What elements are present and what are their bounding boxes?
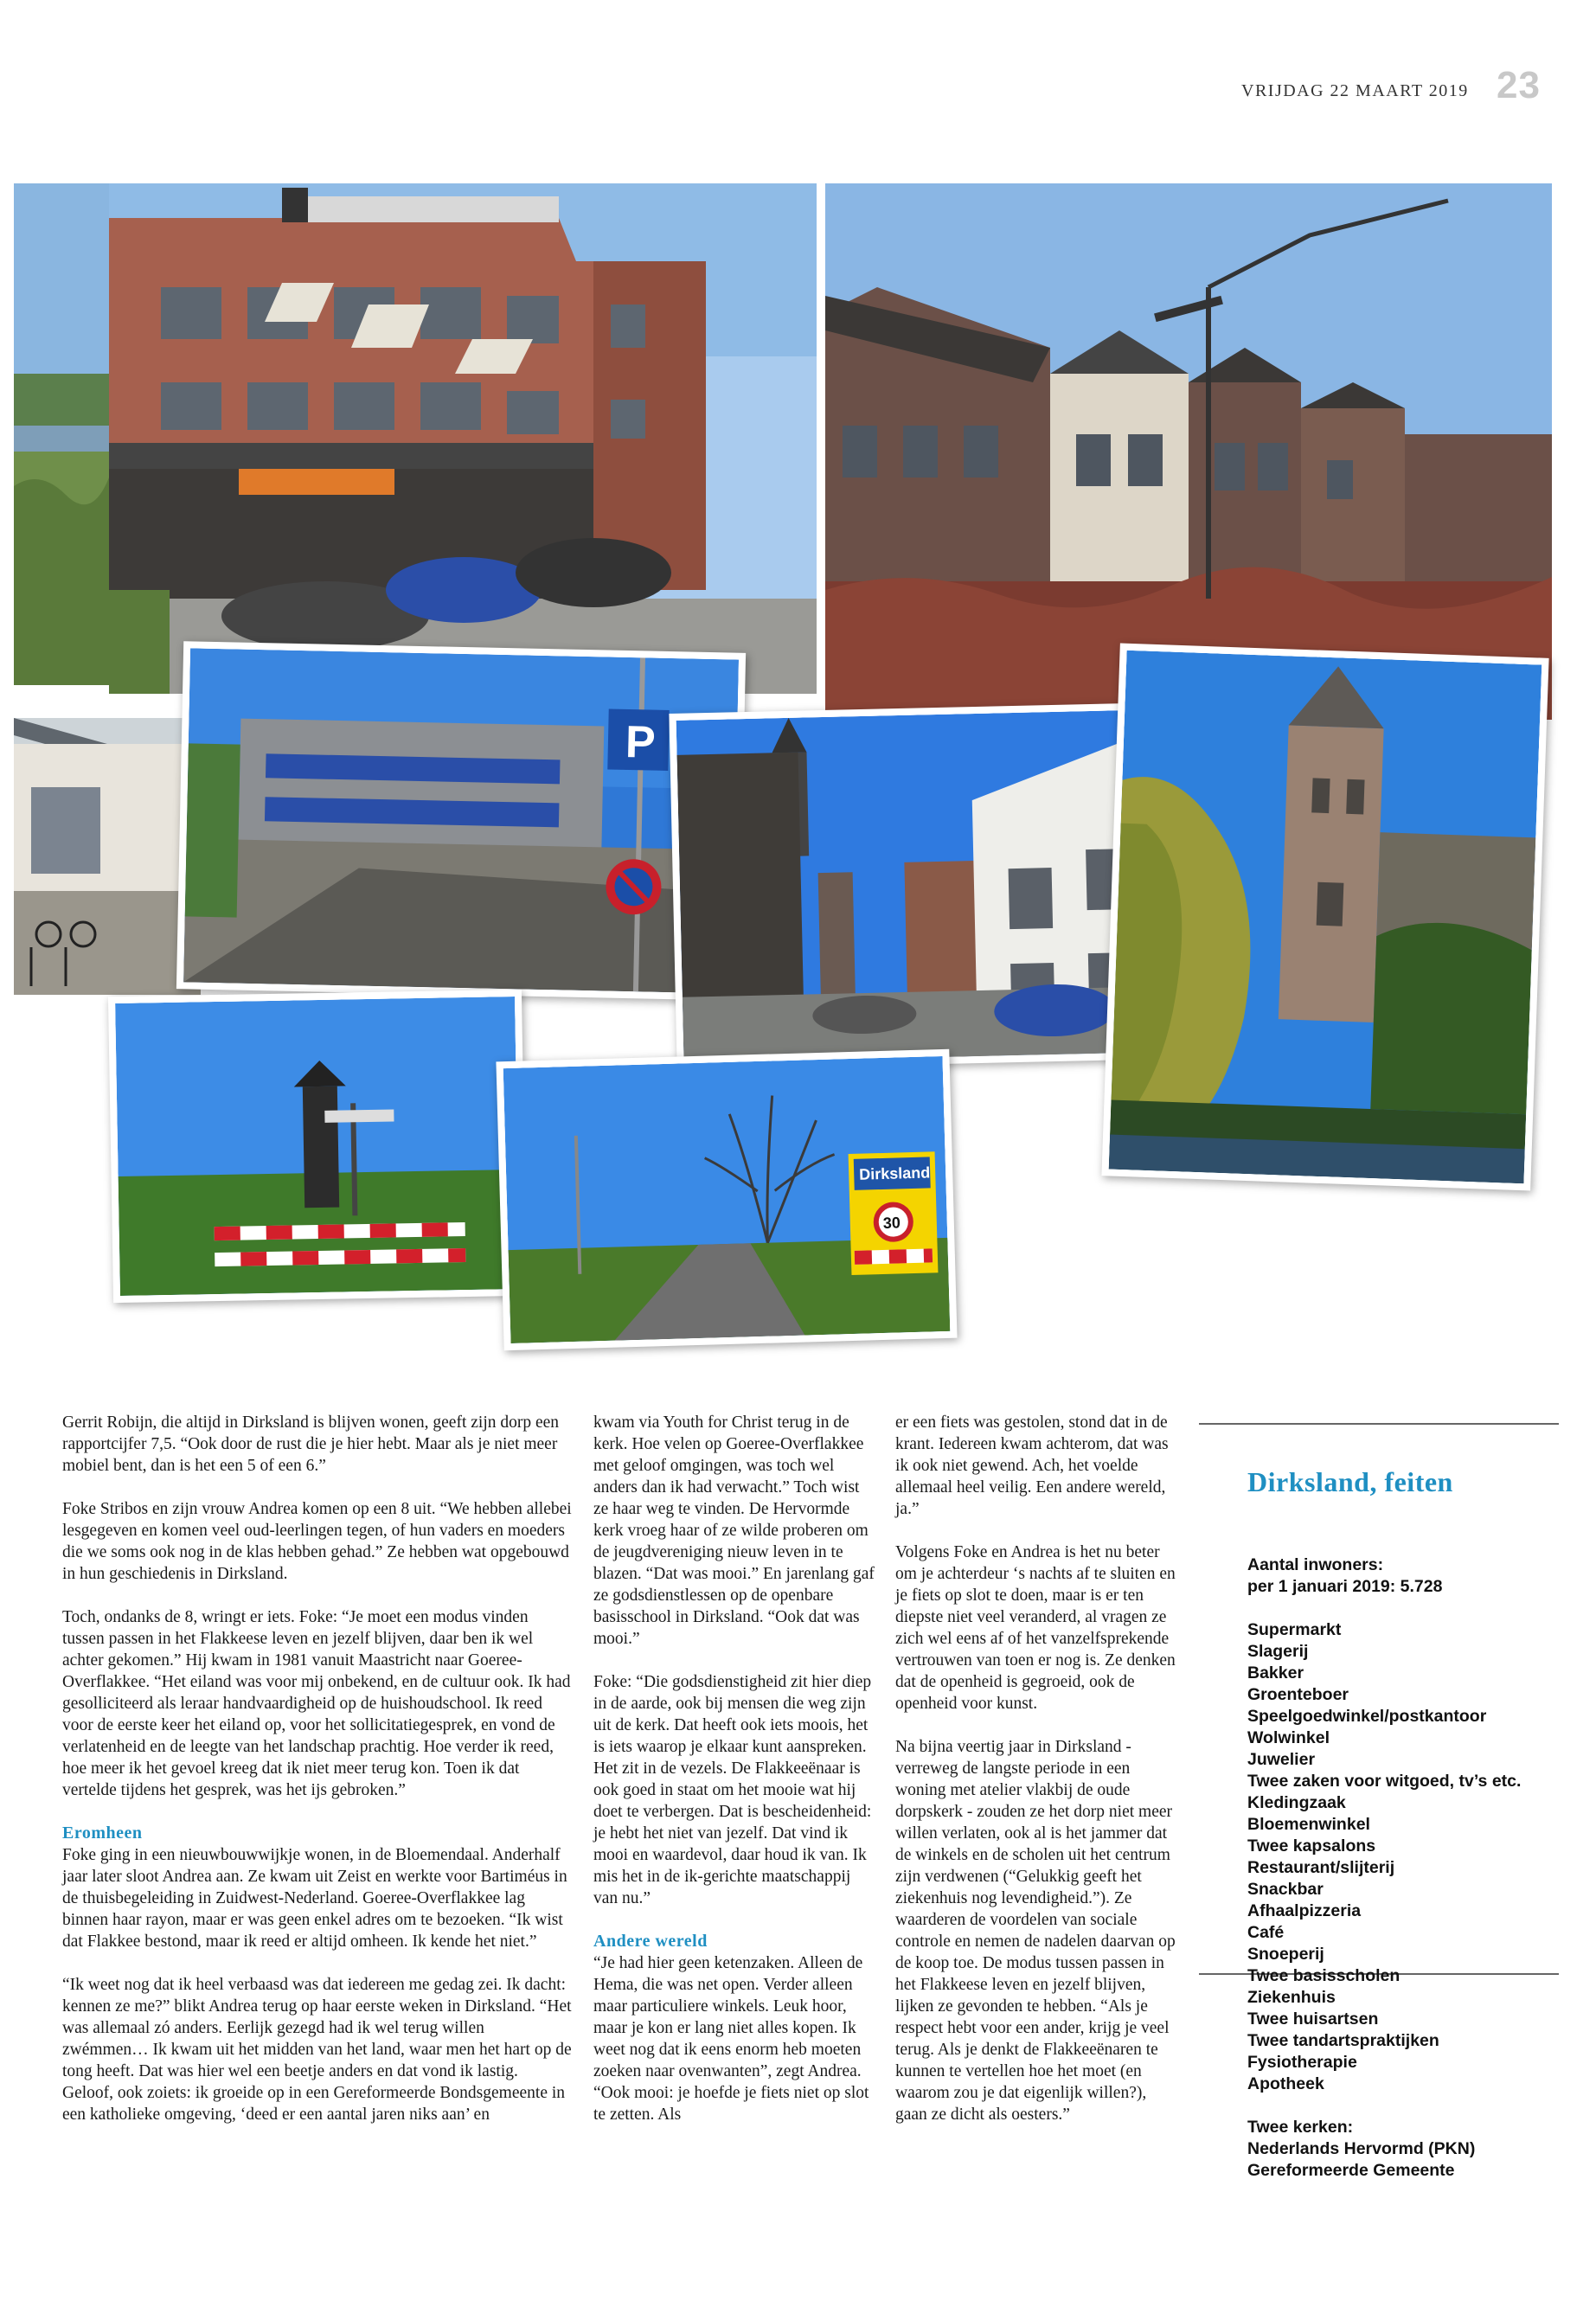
inhabitants-label: Aantal inwoners: — [1247, 1555, 1384, 1574]
facts-box — [1199, 1423, 1559, 2180]
facts-body — [1247, 1554, 1550, 2182]
facility-item: Speelgoedwinkel/postkantoor — [1247, 1707, 1487, 1726]
paragraph: “Je had hier geen ketenzaken. Alleen de Hema, die was net open. Verder alleen maar particuliere winkels. Leuk hoor, maar je kon er lang niet alles kopen. Ik weet nog dat ik eens enorm heb moeten zoeken naar ovenwanten”, zegt Andrea. “Ook mooi: je hoefde je fiets niet op slot te zetten. Als — [593, 1954, 869, 2124]
facility-item: Twee basisscholen — [1247, 1966, 1401, 1985]
facility-item: Supermarkt — [1247, 1620, 1342, 1639]
subhead-andere-wereld: Andere wereld — [593, 1932, 708, 1951]
paragraph: Foke: “Die godsdienstigheid zit hier diep in de aarde, ook bij mensen die weg zijn uit de kerk. Dat heeft ook iets moois, het is iets waarop je elkaar kunt aanspreken. Het zit in de vezels. De Flakkeeënaar is ook goed in staat om het mooie wat hij doet te verbergen. Dat is bescheidenheid: je hebt het niet van jezelf. Dat vind ik mooi en waardevol, daar houd ik van. Ik mis het in de ik-gerichte maatschappij van nu.” — [593, 1673, 872, 1907]
facility-item: Twee zaken voor witgoed, tv’s etc. — [1247, 1772, 1522, 1791]
paragraph: er een fiets was gestolen, stond dat in de krant. Iedereen kwam achterom, dat was ik ook niet gewend. Ach, het voelde allemaal heel veilig. Een andere wereld, ja.” — [895, 1413, 1169, 1518]
page-number: 23 — [1497, 64, 1541, 106]
facility-item: Wolwinkel — [1247, 1728, 1330, 1747]
church-item: Gereformeerde Gemeente — [1247, 2161, 1455, 2180]
facility-item: Fysiotherapie — [1247, 2053, 1357, 2072]
paragraph: kwam via Youth for Christ terug in de kerk. Hoe velen op Goeree-Overflakkee met geloof omgingen, was toch wel anders dan ik had verwacht.” Toch wist ze haar weg te vinden. De Hervormde kerk vroeg haar of ze wilde proberen om de jeugdvereniging nieuw leven in te blazen. “Dat was mooi.” En jarenlang gaf ze godsdienstlessen op de openbare basisschool in Dirksland. “Ook dat was mooi.” — [593, 1413, 875, 1648]
town-sign-name: Dirksland — [858, 1163, 931, 1183]
facility-item: Twee huisartsen — [1247, 2009, 1379, 2029]
photo-town-sign — [503, 1056, 951, 1343]
facility-item: Restaurant/slijterij — [1247, 1858, 1395, 1877]
photo-parking-sign-frame — [176, 641, 746, 1001]
photo-parking-sign — [183, 648, 739, 993]
facility-item: Groenteboer — [1247, 1685, 1349, 1704]
photo-church-willow — [1109, 651, 1542, 1183]
header-date: VRIJDAG 22 MAART 2019 — [1241, 81, 1469, 100]
speed-limit-value: 30 — [882, 1214, 901, 1232]
photo-church-willow-frame — [1101, 644, 1548, 1191]
facility-item: Bloemenwinkel — [1247, 1815, 1370, 1834]
facility-item: Twee tandartspraktijken — [1247, 2031, 1439, 2050]
paragraph: Foke Stribos en zijn vrouw Andrea komen op een 8 uit. “We hebben allebei lesgegeven en komen veel oud-leerlingen tegen, of hun vaders en moeders die we soms ook nog in de klas hebben gehad.” Ze hebben wat opgebouwd in hun geschiedenis in Dirksland. — [62, 1500, 572, 1583]
svg-text:P: P — [625, 716, 657, 768]
article-column-1 — [62, 1412, 573, 2125]
photo-town-sign-frame — [496, 1049, 957, 1351]
subhead-eromheen: Eromheen — [62, 1823, 143, 1843]
facility-item: Café — [1247, 1923, 1285, 1942]
photo-care-building — [14, 718, 201, 995]
paragraph: Toch, ondanks de 8, wringt er iets. Foke: “Je moet een modus vinden tussen passen in het Flakkeese leven en jezelf blijven, daar ben ik wel achter gekomen.” Hij kwam in 1981 vanuit Maastricht naar Goeree-Overflakkee. “Het eiland was voor mij onbekend, en de cultuur ook. Ik had gesolliciteerd als leraar handvaardigheid op de huishoudschool. Ik reed voor de eerste keer het eiland op, voor het sollicitatiegesprek, en vond de verlatenheid en de leegte van het landschap prachtig. Hoe verder ik reed, hoe meer ik het gevoel kreeg dat ik niet meer terug kon. Toen ik dat vertelde tijdens het gesprek, was het ijs gebroken.” — [62, 1608, 571, 1799]
photo-apartment-building — [109, 183, 817, 694]
facility-item: Kledingzaak — [1247, 1793, 1346, 1812]
paragraph: “Ik weet nog dat ik heel verbaasd was dat iedereen me gedag zei. Ik dacht: kennen ze me?” blikt Andrea terug op haar eerste weken in Dirksland. “Het was allemaal zó anders. Eerlijk gezegd had ik wel terug willen zwémmen… Ik kwam uit het midden van het land, waar men het hart op de tong heeft. Dat was hier wel een beetje anders en dat vond ik lastig. Geloof, ook zoiets: ik groeide op in een Gereformeerde Bondsgemeente in een katholieke omgeving, ‘deed er een aantal jaren niks aan’ en — [62, 1976, 572, 2124]
churches-label: Twee kerken: — [1247, 2118, 1354, 2137]
facility-item: Afhaalpizzeria — [1247, 1901, 1362, 1920]
facility-item: Ziekenhuis — [1247, 1988, 1336, 2007]
facts-title: Dirksland, feiten — [1247, 1466, 1453, 1497]
facility-item: Bakker — [1247, 1663, 1304, 1682]
paragraph: Gerrit Robijn, die altijd in Dirksland is blijven wonen, geeft zijn dorp een rapportcijfer 7,5. “Ook door de rust die je hier hebt. Maar als je niet meer mobiel bent, dan is het een 5 of een 6.” — [62, 1413, 560, 1475]
inhabitants-value: per 1 januari 2019: 5.728 — [1247, 1577, 1443, 1596]
facilities-list — [1247, 1619, 1550, 2095]
photo-tower-dike-frame — [108, 990, 527, 1303]
paragraph: Volgens Foke en Andrea is het nu beter om je achterdeur ‘s nachts af te sluiten en je fiets op slot te doen, maar is er ten diepste niet veel veranderd, al vragen ze zich wel eens af of het vanzelfsprekende vertrouwen van toen er nog is. Ze denken dat de openheid is gegroeid, ook de openheid voor kunst. — [895, 1543, 1176, 1713]
facility-item: Snoeperij — [1247, 1945, 1324, 1964]
article-column-2 — [593, 1412, 875, 2125]
facility-item: Slagerij — [1247, 1642, 1309, 1661]
photo-row-houses — [825, 183, 1552, 720]
photo-tower-dike — [115, 997, 520, 1296]
church-item: Nederlands Hervormd (PKN) — [1247, 2139, 1476, 2158]
photo-canal-strip — [14, 183, 109, 685]
article-column-3 — [895, 1412, 1181, 2125]
churches-list — [1247, 2138, 1550, 2182]
paragraph: Foke ging in een nieuwbouwwijkje wonen, in de Bloemendaal. Anderhalf jaar later sloot Andrea aan. Ze kwam uit Zeist en werkte voor Bartiméus in de thuisbegeleiding in Zuidwest-Nederland. Goeree-Overflakkee lag binnen haar rayon, maar er was geen enkel adres om te bezoeken. “Ik wist dat Flakkee bestond, maar ik reed er altijd omheen. Ik kende het niet.” — [62, 1846, 567, 1951]
facility-item: Twee kapsalons — [1247, 1836, 1376, 1856]
facility-item: Snackbar — [1247, 1880, 1324, 1899]
facility-item: Juwelier — [1247, 1750, 1316, 1769]
paragraph: Na bijna veertig jaar in Dirksland - verreweg de langste periode in een woning met atelier vlakbij de oude dorpskerk - zouden ze het dorp niet meer willen verlaten, ook al is het jammer dat de winkels en de scholen uit het centrum zijn verdwenen (“Gelukkig geeft het ziekenhuis nog levendigheid.”). Ze waarderen de voordelen van sociale controle en nemen de nadelen daarvan op de koop toe. De modus tussen passen in het Flakkeese leven en jezelf blijven, lijken ze gevonden te hebben. “Als je respect hebt voor een ander, krijg je veel terug. Als je denkt de Flakkeeënaren te kunnen te vertellen hoe het moet (en waarom zou je dat eigenlijk willen?), gaan ze dicht als oesters.” — [895, 1738, 1176, 2124]
facility-item: Apotheek — [1247, 2074, 1324, 2093]
